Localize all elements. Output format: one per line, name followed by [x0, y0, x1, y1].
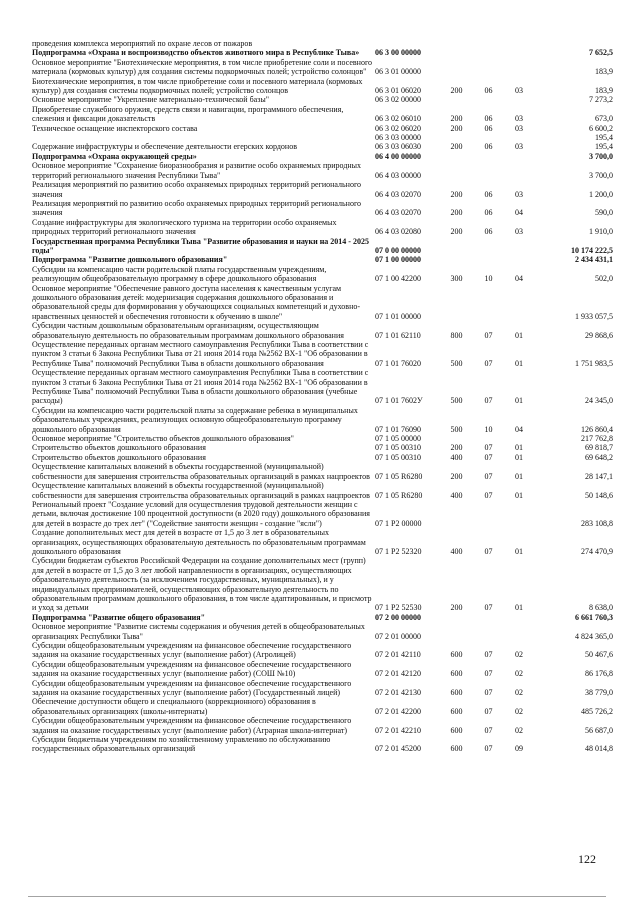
row-section: 07: [484, 669, 493, 679]
row-expense-type: [440, 48, 473, 57]
row-amount: 2 434 431,1: [575, 255, 613, 265]
row-name: Основное мероприятие "Развитие системы содержания и обучения детей в общеобразовательных организациях Республики Тыва": [32, 622, 365, 641]
row-section: 07: [484, 725, 493, 735]
table-row: [31, 697, 614, 716]
row-subsection: 01: [515, 396, 523, 406]
row-expense-type: 400: [450, 546, 463, 556]
row-subsection: [504, 500, 534, 528]
table-row: [31, 255, 614, 264]
row-subsection: 03: [515, 227, 523, 237]
row-expense-type: 500: [450, 396, 463, 406]
table-row: [31, 434, 614, 443]
row-amount: 7 273,2: [589, 95, 613, 105]
table-row: [31, 124, 614, 133]
table-row: [31, 95, 614, 104]
table-row: [31, 152, 614, 161]
row-expense-type: [440, 500, 473, 528]
row-section: 06: [484, 123, 493, 133]
row-section: 07: [484, 330, 493, 340]
row-section: 07: [484, 744, 493, 754]
row-code: 07 1 00 00000: [375, 255, 421, 265]
row-amount: 283 108,8: [581, 518, 613, 528]
table-row: [31, 265, 614, 284]
table-row: [31, 39, 614, 48]
row-code: 07 1 05 00310: [375, 443, 421, 453]
row-code: 06 3 03 00000: [375, 133, 421, 143]
row-section: [473, 500, 504, 528]
row-code: 06 4 00 00000: [375, 151, 421, 161]
row-amount: 183,9: [595, 86, 613, 96]
row-expense-type: 200: [450, 189, 463, 199]
row-section: 06: [484, 142, 493, 152]
row-subsection: 03: [515, 123, 523, 133]
row-expense-type: [440, 152, 473, 161]
row-expense-type: 200: [450, 208, 463, 218]
row-amount: 183,9: [595, 67, 613, 77]
row-amount: 6 600,2: [589, 123, 613, 133]
row-name: Реализация мероприятий по развитию особо охраняемых природных территорий регионального значения: [32, 198, 362, 218]
row-code: 06 3 02 06010: [375, 114, 421, 124]
row-amount: [534, 39, 614, 48]
table-row: [31, 77, 614, 96]
row-section: [473, 152, 504, 161]
row-amount: 3 700,0: [589, 151, 613, 161]
row-subsection: 03: [515, 142, 523, 152]
scan-edge-line: [28, 896, 606, 897]
row-amount: 86 176,8: [585, 669, 613, 679]
row-subsection: 03: [515, 189, 523, 199]
row-subsection: 01: [515, 452, 523, 462]
row-subsection: [504, 237, 534, 256]
row-code: 07 2 01 42210: [375, 725, 421, 735]
table-row: [31, 284, 614, 322]
row-subsection: 02: [515, 706, 523, 716]
row-expense-type: [440, 237, 473, 256]
row-code: 07 1 05 R6280: [375, 490, 423, 500]
row-name: Создание инфраструктуры для экологического туризма на территории особо охраняемых природных территорий регионального значения: [32, 217, 337, 237]
row-section: 07: [484, 358, 493, 368]
row-subsection: 02: [515, 688, 523, 698]
table-row: [31, 641, 614, 660]
table-row: [31, 443, 614, 452]
row-name: Создание дополнительных мест для детей в возрасте от 1,5 до 3 лет в образовательных организациях, осуществляющих образовательную деятельность по образовательным программам дошкольного образования: [32, 528, 366, 556]
row-amount: 195,4: [595, 133, 613, 143]
row-expense-type: 200: [450, 86, 463, 96]
row-name: Обеспечение доступности общего и специального (коррекционного) образования в образовательных организациях (школы-интернаты): [32, 697, 316, 716]
row-name: [31, 133, 374, 142]
budget-table: [31, 39, 614, 754]
row-amount: 69 818,7: [585, 443, 613, 453]
row-expense-type: [440, 622, 473, 641]
row-name: Субсидии бюджетам субъектов Российской Федерации на создание дополнительных мест (групп) для детей в возрасте от 1,5 до 3 лет любой направленности в организациях, осуществляющих образовательную деятельность (за исключением государственных, муниципальных), и у индивидуальных предпринимателей, осуществляющих образовательную деятельность по образовательным программам дошкольного образования, в том числе адаптированным, и присмотр и уход за детьми: [32, 556, 372, 613]
table-row: [31, 340, 614, 368]
row-code: 07 1 00 42200: [375, 274, 421, 284]
row-name: Основное мероприятие "Строительство объектов дошкольного образования": [32, 434, 294, 444]
row-name: Основное мероприятие "Обеспечение равного доступа населения к качественным услугам дошкольного образования детей: модернизация содержания дошкольного образования и образовательной среды для формирования у обучающихся социальных компетенций и духовно-нравственных ценностей и обеспечения готовности к обучению в школе": [32, 283, 361, 321]
row-code: 06 3 01 06020: [375, 86, 421, 96]
row-name: Строительство объектов дошкольного образования: [32, 452, 206, 462]
row-subsection: 03: [515, 114, 523, 124]
row-amount: 502,0: [595, 274, 613, 284]
row-code: 06 3 02 06020: [375, 123, 421, 133]
row-subsection: [504, 255, 534, 264]
row-code: 07 1 P2 52530: [375, 603, 422, 613]
row-name: Техническое оснащение инспекторского состава: [32, 123, 198, 133]
row-name: Осуществление переданных органам местного самоуправления Республики Тыва в соответствии с пунктом 3 статьи 6 Закона Республики Тыва от 21 июня 2014 года №2562 ВХ-1 "Об образовании в Республике Тыва" полномочий Республики Тыва в области дошкольного образования: [32, 340, 369, 368]
row-expense-type: 600: [450, 744, 463, 754]
row-expense-type: [440, 95, 473, 104]
row-code: 07 1 P2 00000: [375, 518, 422, 528]
row-subsection: [504, 284, 534, 322]
table-row: [31, 199, 614, 218]
row-section: 07: [484, 471, 493, 481]
row-section: [473, 255, 504, 264]
row-expense-type: 400: [450, 490, 463, 500]
row-subsection: [504, 434, 534, 443]
row-amount: 274 470,9: [581, 546, 613, 556]
row-code: 07 2 01 42130: [375, 688, 421, 698]
row-code: 06 3 00 00000: [375, 48, 421, 58]
row-amount: 10 174 222,5: [571, 245, 613, 255]
row-section: [473, 613, 504, 622]
row-name: Строительство объектов дошкольного образования: [32, 443, 206, 453]
row-expense-type: 600: [450, 688, 463, 698]
row-subsection: 09: [515, 744, 523, 754]
row-subsection: 01: [515, 330, 523, 340]
table-row: [31, 321, 614, 340]
row-name: Реализация мероприятий по развитию особо охраняемых природных территорий регионального значения: [32, 180, 362, 199]
table-row: [31, 660, 614, 679]
row-section: 06: [484, 227, 493, 237]
row-section: 07: [484, 452, 493, 462]
row-code: 07 1 01 76090: [375, 424, 421, 434]
row-subsection: [504, 48, 534, 57]
row-amount: 24 345,0: [585, 396, 613, 406]
row-expense-type: 200: [450, 123, 463, 133]
row-subsection: [504, 133, 534, 142]
row-section: 07: [484, 688, 493, 698]
row-code: 07 2 01 42110: [375, 650, 421, 660]
row-amount: 217 762,8: [581, 434, 613, 444]
row-code: 06 4 03 02070: [375, 189, 421, 199]
row-name: Субсидии на компенсацию части родительской платы за содержание ребенка в муниципальных образовательных учреждениях, реализующих основную общеобразовательную программу дошкольного образования: [32, 405, 358, 434]
row-expense-type: 200: [450, 471, 463, 481]
row-expense-type: 800: [450, 330, 463, 340]
row-code: 07 1 01 00000: [375, 311, 421, 321]
row-section: [473, 622, 504, 641]
table-row: [31, 453, 614, 462]
row-expense-type: 500: [450, 358, 463, 368]
table-row: [31, 679, 614, 698]
row-name: Осуществление капитальных вложений в объекты государственной (муниципальной) собственности для завершения строительства образовательных организаций в рамках нацпроектов: [32, 481, 370, 500]
row-name: Субсидии бюджетным учреждениям по хозяйственному управлению по обслуживанию государственных образовательных организаций: [32, 735, 331, 754]
row-amount: 673,0: [595, 114, 613, 124]
row-section: [473, 434, 504, 443]
row-section: 10: [484, 424, 493, 434]
row-section: [473, 237, 504, 256]
row-name: Содержание инфраструктуры и обеспечение деятельности егерских кордонов: [32, 142, 297, 152]
row-name: Подпрограмма "Развитие общего образования": [32, 612, 206, 622]
row-section: 07: [484, 546, 493, 556]
row-subsection: 04: [515, 424, 523, 434]
row-section: 07: [484, 650, 493, 660]
row-expense-type: 200: [450, 443, 463, 453]
row-code: 07 2 01 42200: [375, 706, 421, 716]
row-name: Субсидии на компенсацию части родительской платы государственным учреждениям, реализующим общеобразовательную программу в сфере дошкольного образования: [32, 264, 327, 284]
row-section: 06: [484, 86, 493, 96]
row-name: Региональный проект "Создание условий для осуществления трудовой деятельности женщин с детьми, включая достижение 100 процентной доступности (в 2020 году) дошкольного образования для детей в возрасте до трех лет" ("Содействие занятости женщин - создание "ясли"): [32, 499, 370, 528]
table-row: [31, 528, 614, 556]
row-amount: 29 868,6: [585, 330, 613, 340]
row-name: Субсидии общеобразовательным учреждениям на финансовое обеспечение государственного задания на оказание государственных услуг (выполнение работ) (СОШ №10): [32, 659, 352, 679]
row-amount: 1 200,0: [589, 189, 613, 199]
table-row: [31, 58, 614, 77]
row-expense-type: [440, 255, 473, 264]
row-name: Субсидии общеобразовательным учреждениям на финансовое обеспечение государственного задания на оказание государственных услуг (выполнение работ) (Агролицей): [32, 641, 352, 660]
row-name: Биотехнические мероприятия, в том числе приобретение соли и посевного материала (кормовых культур) для создания системы подкормочных полей; устройство солонцов: [32, 76, 363, 96]
row-expense-type: [440, 161, 473, 180]
row-expense-type: 200: [450, 142, 463, 152]
row-code: 07 1 01 76020: [375, 358, 421, 368]
table-row: [31, 105, 614, 124]
row-code: 06 3 01 00000: [375, 67, 421, 77]
row-section: [473, 39, 504, 48]
row-section: [473, 58, 504, 77]
row-subsection: 01: [515, 358, 523, 368]
row-section: [473, 284, 504, 322]
table-row: [31, 161, 614, 180]
row-name: Основное мероприятие "Биотехнические мероприятия, в том числе приобретение соли и посевного материала (кормовых культур) для создания системы подкормочных полей; устройство солонцов": [32, 57, 373, 77]
row-name: Субсидии общеобразовательным учреждениям на финансовое обеспечение государственного задания на оказание государственных услуг (выполнение работ) (Аграрная школа-интернат): [32, 716, 352, 735]
table-row: [31, 622, 614, 641]
row-amount: 8 638,0: [589, 603, 613, 613]
table-row: [31, 237, 614, 256]
row-name: проведения комплекса мероприятий по охране лесов от пожаров: [32, 39, 253, 48]
row-amount: 28 147,1: [585, 471, 613, 481]
row-amount: 590,0: [595, 208, 613, 218]
table-row: [31, 462, 614, 481]
row-code: 07 1 05 00310: [375, 452, 421, 462]
table-row: [31, 142, 614, 151]
row-subsection: 01: [515, 546, 523, 556]
row-subsection: 02: [515, 669, 523, 679]
row-expense-type: 400: [450, 452, 463, 462]
row-expense-type: [440, 39, 473, 48]
row-section: [473, 161, 504, 180]
row-name: Подпрограмма «Охрана окружающей среды»: [32, 151, 197, 161]
row-subsection: [504, 39, 534, 48]
row-subsection: 04: [515, 208, 523, 218]
row-subsection: 01: [515, 490, 523, 500]
row-amount: 1 933 057,5: [575, 311, 613, 321]
row-section: 07: [484, 396, 493, 406]
row-section: 06: [484, 114, 493, 124]
row-section: 07: [484, 443, 493, 453]
table-row: [31, 218, 614, 237]
row-code: 06 4 03 02080: [375, 227, 421, 237]
row-code: 07 1 05 00000: [375, 434, 421, 444]
table-row: [31, 556, 614, 612]
row-code: [374, 39, 440, 48]
row-subsection: [504, 613, 534, 622]
row-name: Приобретение служебного оружия, средств связи и навигации, программного обеспечения, слежения и фиксации доказательств: [32, 104, 344, 124]
row-amount: 48 014,8: [585, 744, 613, 754]
row-subsection: [504, 95, 534, 104]
table-row: [31, 48, 614, 57]
row-amount: 195,4: [595, 142, 613, 152]
row-code: 06 3 03 06030: [375, 142, 421, 152]
table-row: [31, 406, 614, 434]
row-amount: 50 467,6: [585, 650, 613, 660]
row-section: [473, 48, 504, 57]
row-subsection: [504, 161, 534, 180]
row-name: Осуществление капитальных вложений в объекты государственной (муниципальной) собственности для завершения строительства образовательных организаций в рамках нацпроектов: [32, 462, 370, 481]
row-amount: 7 652,5: [589, 48, 613, 58]
row-subsection: 01: [515, 603, 523, 613]
row-expense-type: 500: [450, 424, 463, 434]
row-name: Подпрограмма "Развитие дошкольного образования": [32, 255, 228, 265]
row-subsection: 01: [515, 443, 523, 453]
row-subsection: [504, 58, 534, 77]
row-section: 06: [484, 189, 493, 199]
row-expense-type: 300: [450, 274, 463, 284]
row-subsection: 02: [515, 650, 523, 660]
row-amount: 1 910,0: [589, 227, 613, 237]
row-amount: 50 148,6: [585, 490, 613, 500]
row-subsection: 03: [515, 86, 523, 96]
table-row: [31, 735, 614, 754]
row-section: 07: [484, 706, 493, 716]
row-expense-type: [440, 434, 473, 443]
row-code: 07 2 01 45200: [375, 744, 421, 754]
table-row: [31, 500, 614, 528]
page-number: 122: [578, 852, 596, 866]
row-section: 06: [484, 208, 493, 218]
row-code: 06 4 03 02070: [375, 208, 421, 218]
row-code: 07 1 01 62110: [375, 330, 421, 340]
row-expense-type: [440, 58, 473, 77]
row-expense-type: 600: [450, 650, 463, 660]
row-section: 07: [484, 603, 493, 613]
row-code: 07 2 01 00000: [375, 631, 421, 641]
row-name: Осуществление переданных органам местного самоуправления Республики Тыва в соответствии с пунктом 3 статьи 6 Закона Республики Тыва от 21 июня 2014 года №2562 ВХ-1 "Об образовании в Республике Тыва" полномочий Республики Тыва в области дошкольного образования (учебные расходы): [32, 368, 369, 406]
table-row: [31, 613, 614, 622]
table-row: [31, 481, 614, 500]
row-name: Государственная программа Республики Тыва "Развитие образования и науки на 2014 - 2025 годы": [32, 236, 369, 255]
row-code: 07 1 P2 52320: [375, 546, 422, 556]
row-section: 07: [484, 490, 493, 500]
row-amount: 126 860,4: [581, 424, 613, 434]
row-amount: 56 687,0: [585, 725, 613, 735]
row-amount: 69 648,2: [585, 452, 613, 462]
row-expense-type: 600: [450, 706, 463, 716]
row-expense-type: [440, 613, 473, 622]
row-expense-type: 200: [450, 114, 463, 124]
row-code: 07 1 05 R6280: [375, 471, 423, 481]
row-expense-type: 200: [450, 603, 463, 613]
row-section: [473, 95, 504, 104]
row-subsection: [504, 152, 534, 161]
row-amount: 6 661 760,3: [575, 612, 613, 622]
table-row: [31, 368, 614, 406]
row-amount: 1 751 983,5: [575, 358, 613, 368]
row-amount: 4 824 365,0: [575, 631, 613, 641]
row-name: Основное мероприятие "Укрепление материально-технической базы": [32, 95, 269, 105]
budget-table-body: [31, 39, 614, 754]
table-row: [31, 180, 614, 199]
row-code: 07 2 00 00000: [375, 612, 421, 622]
row-code: 07 0 00 00000: [375, 245, 421, 255]
row-name: Субсидии частным дошкольным образовательным организациям, осуществляющим образовательную деятельность по образовательным программам дошкольного образования: [32, 321, 344, 340]
table-row: [31, 133, 614, 142]
row-name: Подпрограмма «Охрана и воспроизводство объектов животного мира в Республике Тыва»: [32, 48, 360, 58]
row-code: 06 3 02 00000: [375, 95, 421, 105]
row-expense-type: 600: [450, 725, 463, 735]
row-expense-type: [440, 133, 473, 142]
row-section: 10: [484, 274, 493, 284]
row-name: Субсидии общеобразовательным учреждениям на финансовое обеспечение государственного задания на оказание государственных услуг (выполнение работ) (Государственный лицей): [32, 678, 352, 698]
row-amount: 3 700,0: [589, 170, 613, 180]
row-subsection: 01: [515, 471, 523, 481]
row-subsection: 04: [515, 274, 523, 284]
row-name: Основное мероприятие "Сохранение биоразнообразия и развитие особо охраняемых природных территорий регионального значения Республики Тыва": [32, 161, 362, 180]
row-expense-type: 200: [450, 227, 463, 237]
row-code: 07 1 01 7602У: [375, 396, 423, 406]
row-section: [473, 133, 504, 142]
table-row: [31, 716, 614, 735]
row-expense-type: 600: [450, 669, 463, 679]
row-amount: 38 779,0: [585, 688, 613, 698]
row-amount: 485 726,2: [581, 706, 613, 716]
row-subsection: [504, 622, 534, 641]
row-code: 07 2 01 42120: [375, 669, 421, 679]
row-code: 06 4 03 00000: [375, 170, 421, 180]
row-expense-type: [440, 284, 473, 322]
row-subsection: 02: [515, 725, 523, 735]
